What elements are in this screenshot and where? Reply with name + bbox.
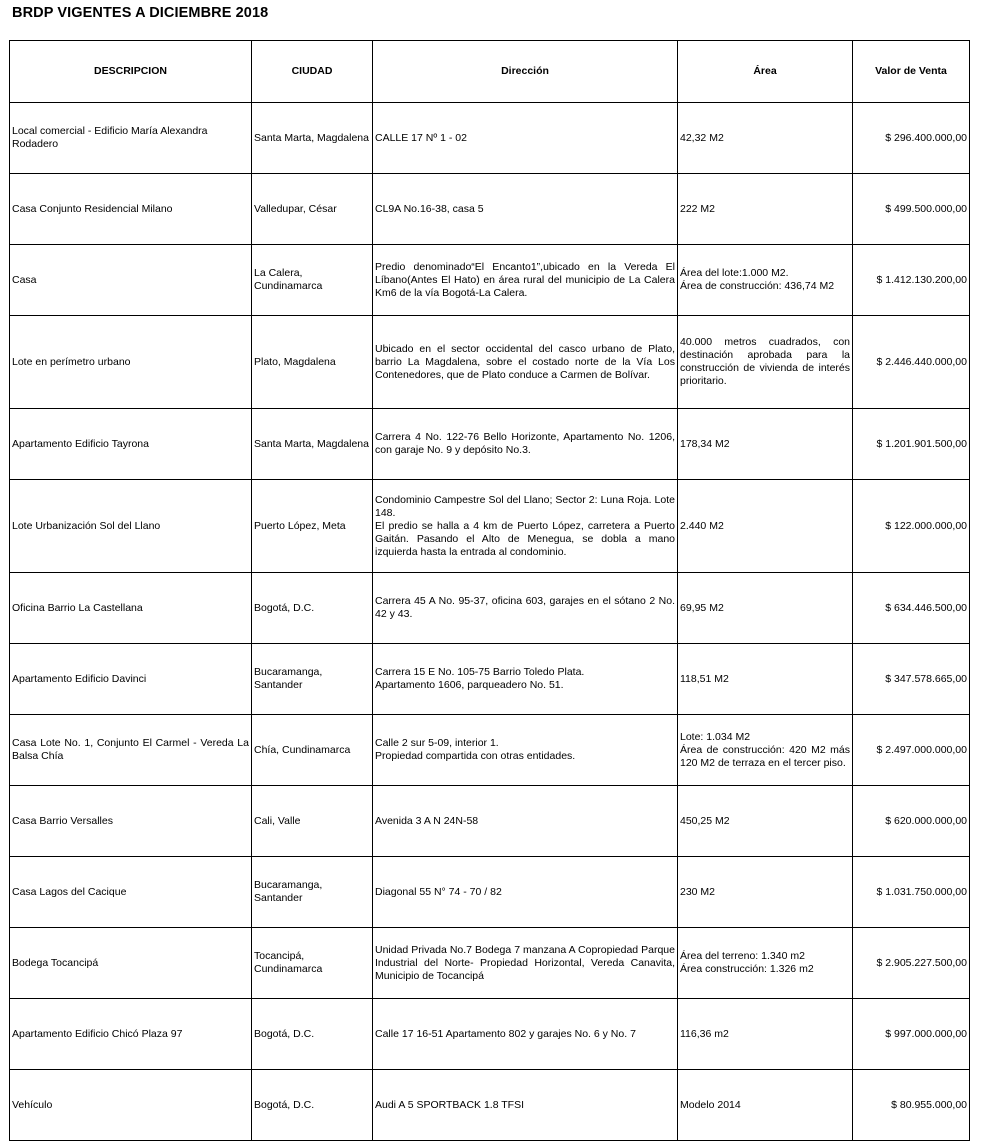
cell-direccion xyxy=(373,245,678,316)
cell-ciudad-text: Chía, Cundinamarca xyxy=(254,743,351,756)
cell-valor-venta-text: $ 2.446.440.000,00 xyxy=(876,355,967,368)
cell-valor-venta xyxy=(853,644,970,715)
cell-ciudad xyxy=(252,573,373,644)
cell-area-text: 2.440 M2 xyxy=(680,519,724,532)
cell-descripcion xyxy=(10,1070,252,1141)
cell-valor-venta-text: $ 1.412.130.200,00 xyxy=(876,273,967,286)
cell-valor-venta-text: $ 296.400.000,00 xyxy=(885,131,967,144)
cell-area xyxy=(678,174,853,245)
cell-descripcion-text: Vehículo xyxy=(12,1098,53,1111)
cell-descripcion-text: Casa Barrio Versalles xyxy=(12,814,113,827)
cell-valor-venta xyxy=(853,857,970,928)
cell-valor-venta xyxy=(853,1070,970,1141)
cell-direccion xyxy=(373,715,678,786)
table-row xyxy=(10,245,970,316)
cell-valor-venta xyxy=(853,928,970,999)
cell-descripcion xyxy=(10,644,252,715)
cell-ciudad-text: Valledupar, César xyxy=(254,202,337,215)
cell-direccion xyxy=(373,573,678,644)
cell-area xyxy=(678,316,853,409)
cell-descripcion-text: Bodega Tocancipá xyxy=(12,956,99,969)
table-row xyxy=(10,409,970,480)
cell-descripcion-text: Lote en perímetro urbano xyxy=(12,355,131,368)
table-header-row xyxy=(10,41,970,103)
cell-descripcion-text: Local comercial - Edificio María Alexandra Rodadero xyxy=(12,125,208,150)
cell-descripcion-text: Casa Conjunto Residencial Milano xyxy=(12,202,173,215)
cell-valor-venta-text: $ 347.578.665,00 xyxy=(885,672,967,685)
cell-descripcion-text: Apartamento Edificio Tayrona xyxy=(12,437,149,450)
table-row xyxy=(10,573,970,644)
table-row xyxy=(10,715,970,786)
cell-ciudad-text: Santa Marta, Magdalena xyxy=(254,131,369,144)
cell-valor-venta xyxy=(853,245,970,316)
document-title: BRDP VIGENTES A DICIEMBRE 2018 xyxy=(12,5,269,21)
cell-ciudad xyxy=(252,999,373,1070)
cell-ciudad-text: Plato, Magdalena xyxy=(254,355,336,368)
cell-area-text: 118,51 M2 xyxy=(680,672,729,685)
cell-valor-venta xyxy=(853,786,970,857)
table-row xyxy=(10,174,970,245)
cell-area-text: 42,32 M2 xyxy=(680,131,724,144)
cell-area xyxy=(678,480,853,573)
cell-direccion-text: Ubicado en el sector occidental del casco urbano de Plato, barrio La Magdalena, sobre el costado norte de la Vía Los Contenedores, que de Plato conduce a Carmen de Bolívar. xyxy=(375,342,675,381)
cell-ciudad-text: La Calera, Cundinamarca xyxy=(254,267,323,292)
table-row xyxy=(10,480,970,573)
cell-direccion-text: Predio denominado“El Encanto1”,ubicado en la Vereda El Líbano(Antes El Hato) en área rural del municipio de La Calera Km6 de la vía Bogotá-La Calera. xyxy=(375,260,675,299)
cell-descripcion xyxy=(10,316,252,409)
cell-descripcion xyxy=(10,480,252,573)
cell-valor-venta xyxy=(853,316,970,409)
cell-direccion xyxy=(373,316,678,409)
cell-direccion-text: Unidad Privada No.7 Bodega 7 manzana A Copropiedad Parque Industrial del Norte- Propiedad Horizontal, Vereda Canavita, Municipio de Tocancipá xyxy=(375,943,675,982)
cell-descripcion xyxy=(10,245,252,316)
cell-valor-venta xyxy=(853,999,970,1070)
table-row xyxy=(10,857,970,928)
cell-valor-venta xyxy=(853,174,970,245)
cell-area-text: 40.000 metros cuadrados, con destinación aprobada para la construcción de vivienda de interés prioritario. xyxy=(680,336,850,387)
cell-valor-venta-text: $ 997.000.000,00 xyxy=(885,1027,967,1040)
table-row xyxy=(10,644,970,715)
cell-ciudad xyxy=(252,480,373,573)
cell-direccion-text: Avenida 3 A N 24N-58 xyxy=(375,814,479,827)
cell-ciudad-text: Bogotá, D.C. xyxy=(254,601,315,614)
cell-ciudad-text: Tocancipá, Cundinamarca xyxy=(254,950,323,975)
cell-area-text: 178,34 M2 xyxy=(680,437,730,450)
cell-ciudad-text: Bogotá, D.C. xyxy=(254,1098,315,1111)
cell-ciudad xyxy=(252,245,373,316)
cell-direccion xyxy=(373,103,678,174)
table-row xyxy=(10,103,970,174)
cell-descripcion xyxy=(10,857,252,928)
cell-ciudad-text: Bucaramanga, Santander xyxy=(254,666,323,691)
cell-ciudad xyxy=(252,644,373,715)
cell-area-text: 69,95 M2 xyxy=(680,601,724,614)
cell-descripcion-text: Apartamento Edificio Chicó Plaza 97 xyxy=(12,1027,183,1040)
cell-ciudad-text: Cali, Valle xyxy=(254,814,301,827)
cell-valor-venta xyxy=(853,573,970,644)
cell-area-text: 116,36 m2 xyxy=(680,1027,729,1040)
table-row xyxy=(10,316,970,409)
cell-direccion xyxy=(373,928,678,999)
cell-valor-venta-text: $ 499.500.000,00 xyxy=(885,202,967,215)
cell-valor-venta-text: $ 1.031.750.000,00 xyxy=(876,885,967,898)
cell-area xyxy=(678,1070,853,1141)
cell-direccion xyxy=(373,999,678,1070)
cell-valor-venta-text: $ 634.446.500,00 xyxy=(885,601,967,614)
cell-valor-venta-text: $ 80.955.000,00 xyxy=(891,1098,967,1111)
cell-valor-venta-text: $ 620.000.000,00 xyxy=(885,814,967,827)
cell-direccion xyxy=(373,644,678,715)
cell-ciudad xyxy=(252,928,373,999)
header-valor-venta: Valor de Venta xyxy=(853,41,970,103)
cell-ciudad-text: Puerto López, Meta xyxy=(254,519,346,532)
cell-descripcion-text: Casa Lagos del Cacique xyxy=(12,885,127,898)
cell-direccion xyxy=(373,174,678,245)
cell-direccion xyxy=(373,786,678,857)
cell-descripcion xyxy=(10,786,252,857)
table-row xyxy=(10,928,970,999)
header-area: Área xyxy=(678,41,853,103)
cell-area xyxy=(678,103,853,174)
cell-descripcion xyxy=(10,174,252,245)
cell-ciudad xyxy=(252,174,373,245)
cell-area-text: 230 M2 xyxy=(680,885,716,898)
cell-descripcion xyxy=(10,409,252,480)
cell-area-text: Lote: 1.034 M2 Área de construcción: 420 M2 más 120 M2 de terraza en el tercer piso. xyxy=(680,730,850,769)
cell-direccion xyxy=(373,1070,678,1141)
table-body xyxy=(10,103,970,1141)
cell-direccion-text: Calle 17 16-51 Apartamento 802 y garajes No. 6 y No. 7 xyxy=(375,1027,636,1040)
cell-area-text: 222 M2 xyxy=(680,202,716,215)
cell-direccion-text: Diagonal 55 N° 74 - 70 / 82 xyxy=(375,885,502,898)
cell-area xyxy=(678,715,853,786)
cell-ciudad xyxy=(252,316,373,409)
cell-area-text: 450,25 M2 xyxy=(680,814,730,827)
table-row xyxy=(10,1070,970,1141)
cell-area xyxy=(678,245,853,316)
cell-descripcion-text: Apartamento Edificio Davinci xyxy=(12,672,147,685)
cell-ciudad-text: Santa Marta, Magdalena xyxy=(254,437,369,450)
properties-table xyxy=(9,40,970,1141)
cell-area xyxy=(678,999,853,1070)
cell-area-text: Área del lote:1.000 M2. Área de construcción: 436,74 M2 xyxy=(680,267,835,292)
cell-ciudad xyxy=(252,103,373,174)
cell-descripcion-text: Casa Lote No. 1, Conjunto El Carmel - Vereda La Balsa Chía xyxy=(12,737,249,762)
cell-valor-venta xyxy=(853,103,970,174)
cell-ciudad xyxy=(252,1070,373,1141)
header-ciudad: CIUDAD xyxy=(252,41,373,103)
cell-direccion xyxy=(373,480,678,573)
cell-direccion-text: Carrera 15 E No. 105-75 Barrio Toledo Plata. Apartamento 1606, parqueadero No. 51. xyxy=(375,666,585,691)
cell-valor-venta-text: $ 2.497.000.000,00 xyxy=(876,743,967,756)
cell-area-text: Área del terreno: 1.340 m2 Área construcción: 1.326 m2 xyxy=(680,950,814,975)
cell-descripcion xyxy=(10,928,252,999)
header-direccion: Dirección xyxy=(373,41,678,103)
cell-area xyxy=(678,928,853,999)
cell-ciudad-text: Bogotá, D.C. xyxy=(254,1027,315,1040)
table-row xyxy=(10,999,970,1070)
cell-valor-venta xyxy=(853,480,970,573)
cell-valor-venta-text: $ 1.201.901.500,00 xyxy=(876,437,967,450)
cell-ciudad xyxy=(252,857,373,928)
header-descripcion: DESCRIPCION xyxy=(10,41,252,103)
cell-descripcion-text: Casa xyxy=(12,273,37,286)
cell-direccion xyxy=(373,409,678,480)
table-row xyxy=(10,786,970,857)
cell-direccion-text: CL9A No.16-38, casa 5 xyxy=(375,202,484,215)
cell-valor-venta-text: $ 2.905.227.500,00 xyxy=(876,956,967,969)
cell-ciudad xyxy=(252,409,373,480)
cell-descripcion xyxy=(10,573,252,644)
cell-descripcion xyxy=(10,999,252,1070)
cell-direccion xyxy=(373,857,678,928)
cell-area xyxy=(678,409,853,480)
cell-valor-venta xyxy=(853,409,970,480)
cell-direccion-text: Audi A 5 SPORTBACK 1.8 TFSI xyxy=(375,1098,525,1111)
cell-direccion-text: CALLE 17 Nº 1 - 02 xyxy=(375,131,467,144)
cell-descripcion xyxy=(10,103,252,174)
cell-direccion-text: Condominio Campestre Sol del Llano; Sector 2: Luna Roja. Lote 148. El predio se halla a 4 km de Puerto López, carretera a Puerto Gaitán. Pasando el Alto de Menegua, se dobla a mano izquierda hasta la entrada al condominio. xyxy=(375,493,675,558)
cell-valor-venta xyxy=(853,715,970,786)
cell-descripcion-text: Lote Urbanización Sol del Llano xyxy=(12,519,161,532)
cell-area xyxy=(678,857,853,928)
cell-area xyxy=(678,644,853,715)
cell-ciudad xyxy=(252,786,373,857)
cell-area xyxy=(678,573,853,644)
cell-area xyxy=(678,786,853,857)
cell-direccion-text: Carrera 4 No. 122-76 Bello Horizonte, Apartamento No. 1206, con garaje No. 9 y depósito No.3. xyxy=(375,431,675,456)
cell-area-text: Modelo 2014 xyxy=(680,1098,741,1111)
cell-descripcion-text: Oficina Barrio La Castellana xyxy=(12,601,143,614)
cell-ciudad-text: Bucaramanga, Santander xyxy=(254,879,323,904)
cell-ciudad xyxy=(252,715,373,786)
cell-descripcion xyxy=(10,715,252,786)
cell-valor-venta-text: $ 122.000.000,00 xyxy=(885,519,967,532)
cell-direccion-text: Carrera 45 A No. 95-37, oficina 603, garajes en el sótano 2 No. 42 y 43. xyxy=(375,595,675,620)
cell-direccion-text: Calle 2 sur 5-09, interior 1. Propiedad compartida con otras entidades. xyxy=(375,737,576,762)
